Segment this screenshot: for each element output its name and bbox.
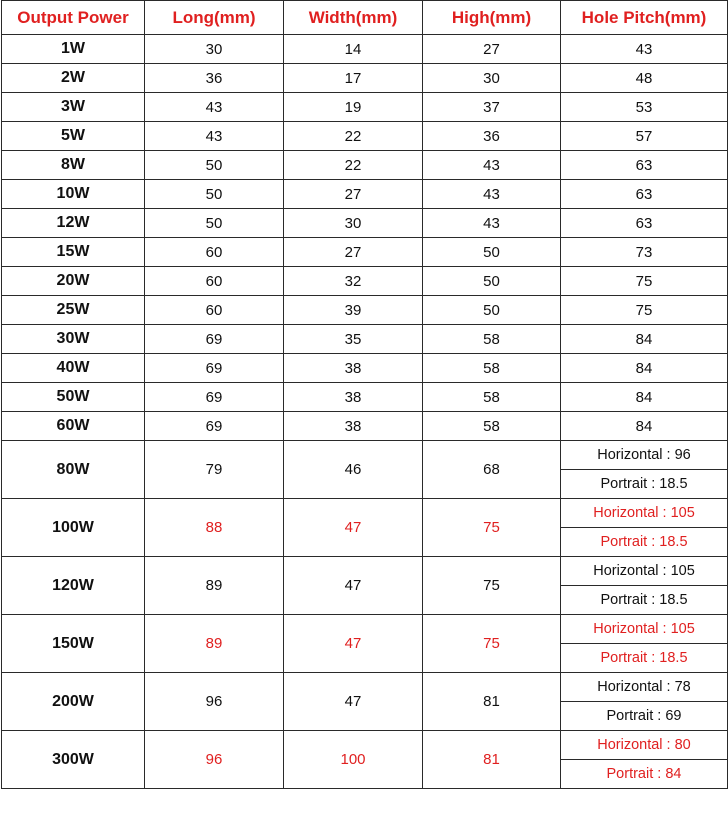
table-row (2, 64, 728, 93)
header-long: Long(mm) (145, 1, 284, 35)
header-output-power: Output Power (2, 1, 145, 35)
cell-long: 30 (145, 35, 284, 64)
cell-output-power: 50W (2, 383, 145, 412)
cell-high: 27 (423, 35, 561, 64)
cell-output-power: 30W (2, 325, 145, 354)
cell-long: 50 (145, 180, 284, 209)
cell-high: 58 (423, 354, 561, 383)
cell-high: 43 (423, 151, 561, 180)
cell-hole-pitch-horizontal: Horizontal : 105 (561, 557, 728, 586)
cell-long: 69 (145, 325, 284, 354)
cell-high: 75 (423, 557, 561, 615)
cell-long: 36 (145, 64, 284, 93)
cell-long: 88 (145, 499, 284, 557)
cell-width: 47 (284, 673, 423, 731)
cell-hole-pitch-portrait: Portrait : 69 (561, 702, 728, 731)
cell-output-power: 5W (2, 122, 145, 151)
cell-hole-pitch-horizontal: Horizontal : 96 (561, 441, 728, 470)
table-row (2, 354, 728, 383)
header-high: High(mm) (423, 1, 561, 35)
cell-high: 75 (423, 499, 561, 557)
cell-width: 47 (284, 499, 423, 557)
cell-high: 81 (423, 731, 561, 789)
cell-width: 27 (284, 180, 423, 209)
cell-hole-pitch: 57 (561, 122, 728, 151)
header-row (2, 1, 728, 35)
cell-high: 43 (423, 180, 561, 209)
cell-hole-pitch: 84 (561, 383, 728, 412)
cell-high: 58 (423, 412, 561, 441)
table-row (2, 673, 728, 702)
dimension-spec-table (1, 0, 728, 789)
cell-long: 50 (145, 151, 284, 180)
table-row (2, 412, 728, 441)
cell-width: 30 (284, 209, 423, 238)
cell-high: 50 (423, 238, 561, 267)
cell-high: 37 (423, 93, 561, 122)
cell-high: 58 (423, 383, 561, 412)
cell-high: 50 (423, 267, 561, 296)
cell-hole-pitch: 48 (561, 64, 728, 93)
cell-width: 46 (284, 441, 423, 499)
cell-hole-pitch-horizontal: Horizontal : 78 (561, 673, 728, 702)
cell-hole-pitch: 75 (561, 267, 728, 296)
table-row (2, 557, 728, 586)
table-row (2, 731, 728, 760)
cell-width: 22 (284, 151, 423, 180)
cell-hole-pitch-portrait: Portrait : 84 (561, 760, 728, 789)
cell-output-power: 150W (2, 615, 145, 673)
cell-width: 100 (284, 731, 423, 789)
cell-width: 32 (284, 267, 423, 296)
cell-high: 68 (423, 441, 561, 499)
cell-hole-pitch: 43 (561, 35, 728, 64)
cell-width: 19 (284, 93, 423, 122)
cell-output-power: 2W (2, 64, 145, 93)
cell-width: 39 (284, 296, 423, 325)
cell-hole-pitch: 84 (561, 412, 728, 441)
cell-long: 69 (145, 412, 284, 441)
cell-width: 35 (284, 325, 423, 354)
table-row (2, 122, 728, 151)
table-row (2, 209, 728, 238)
cell-width: 38 (284, 383, 423, 412)
cell-width: 14 (284, 35, 423, 64)
cell-high: 75 (423, 615, 561, 673)
cell-output-power: 3W (2, 93, 145, 122)
cell-output-power: 12W (2, 209, 145, 238)
table-row (2, 615, 728, 644)
table-row (2, 238, 728, 267)
cell-output-power: 60W (2, 412, 145, 441)
cell-long: 89 (145, 557, 284, 615)
cell-high: 43 (423, 209, 561, 238)
cell-hole-pitch-horizontal: Horizontal : 105 (561, 499, 728, 528)
header-hole-pitch: Hole Pitch(mm) (561, 1, 728, 35)
cell-width: 47 (284, 615, 423, 673)
cell-hole-pitch-horizontal: Horizontal : 80 (561, 731, 728, 760)
cell-output-power: 1W (2, 35, 145, 64)
cell-output-power: 80W (2, 441, 145, 499)
table-row (2, 267, 728, 296)
cell-hole-pitch: 84 (561, 354, 728, 383)
cell-output-power: 100W (2, 499, 145, 557)
cell-output-power: 120W (2, 557, 145, 615)
cell-width: 38 (284, 354, 423, 383)
table-row (2, 383, 728, 412)
table-row (2, 499, 728, 528)
cell-hole-pitch: 84 (561, 325, 728, 354)
cell-width: 38 (284, 412, 423, 441)
cell-long: 69 (145, 354, 284, 383)
cell-width: 22 (284, 122, 423, 151)
cell-long: 60 (145, 296, 284, 325)
table-row (2, 151, 728, 180)
cell-long: 96 (145, 673, 284, 731)
cell-long: 50 (145, 209, 284, 238)
cell-output-power: 300W (2, 731, 145, 789)
cell-hole-pitch: 63 (561, 209, 728, 238)
cell-width: 27 (284, 238, 423, 267)
cell-long: 96 (145, 731, 284, 789)
cell-output-power: 8W (2, 151, 145, 180)
table-body (2, 35, 728, 789)
cell-hole-pitch: 75 (561, 296, 728, 325)
cell-output-power: 20W (2, 267, 145, 296)
cell-hole-pitch: 73 (561, 238, 728, 267)
cell-high: 30 (423, 64, 561, 93)
cell-long: 43 (145, 122, 284, 151)
cell-hole-pitch-horizontal: Horizontal : 105 (561, 615, 728, 644)
cell-hole-pitch-portrait: Portrait : 18.5 (561, 644, 728, 673)
cell-hole-pitch-portrait: Portrait : 18.5 (561, 528, 728, 557)
header-width: Width(mm) (284, 1, 423, 35)
cell-width: 17 (284, 64, 423, 93)
cell-output-power: 200W (2, 673, 145, 731)
cell-output-power: 40W (2, 354, 145, 383)
cell-width: 47 (284, 557, 423, 615)
cell-high: 81 (423, 673, 561, 731)
cell-output-power: 25W (2, 296, 145, 325)
cell-hole-pitch-portrait: Portrait : 18.5 (561, 470, 728, 499)
cell-hole-pitch-portrait: Portrait : 18.5 (561, 586, 728, 615)
cell-long: 79 (145, 441, 284, 499)
cell-high: 58 (423, 325, 561, 354)
table-row (2, 296, 728, 325)
cell-hole-pitch: 53 (561, 93, 728, 122)
cell-long: 60 (145, 267, 284, 296)
cell-hole-pitch: 63 (561, 180, 728, 209)
table-row (2, 180, 728, 209)
cell-high: 50 (423, 296, 561, 325)
table-row (2, 441, 728, 470)
cell-long: 89 (145, 615, 284, 673)
table-row (2, 35, 728, 64)
cell-high: 36 (423, 122, 561, 151)
cell-long: 43 (145, 93, 284, 122)
cell-output-power: 15W (2, 238, 145, 267)
table-row (2, 93, 728, 122)
cell-output-power: 10W (2, 180, 145, 209)
cell-long: 60 (145, 238, 284, 267)
cell-hole-pitch: 63 (561, 151, 728, 180)
cell-long: 69 (145, 383, 284, 412)
table-row (2, 325, 728, 354)
